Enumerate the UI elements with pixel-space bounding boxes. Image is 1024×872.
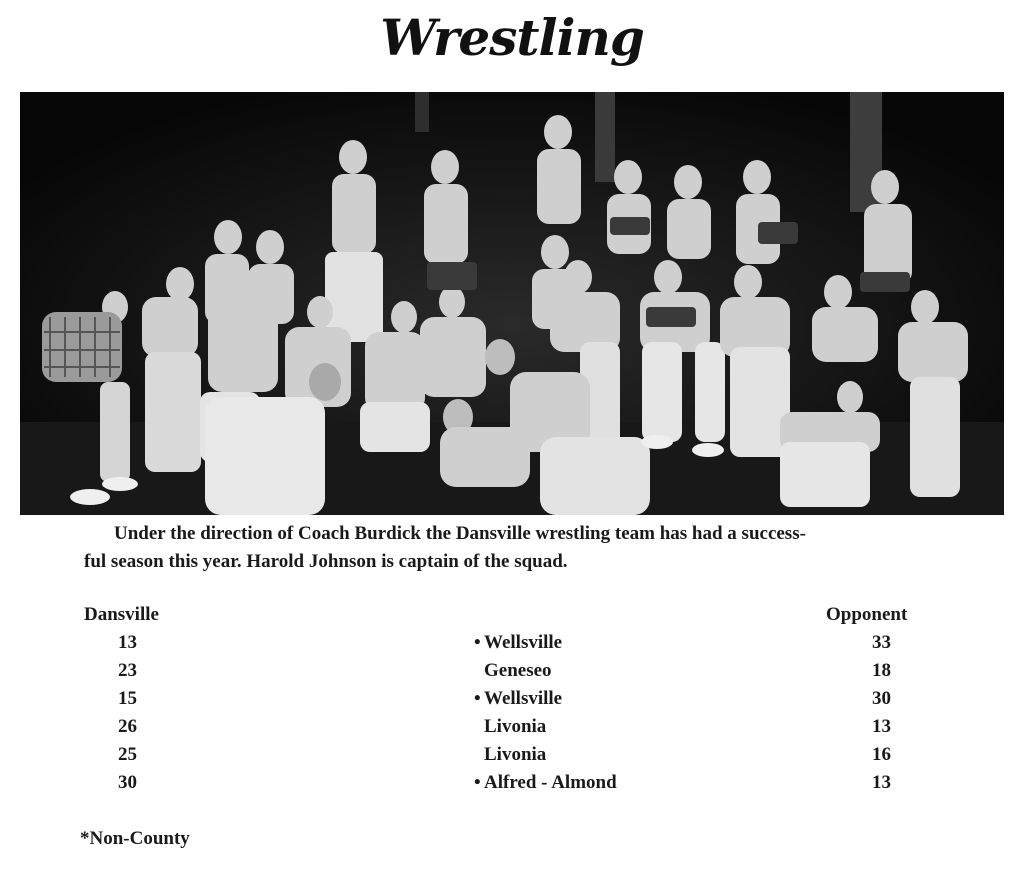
team-photo (20, 92, 1004, 515)
table-row (0, 744, 1024, 772)
caption-paragraph (84, 520, 964, 576)
caption-line-2: ful season this year. Harold Johnson is captain of the squad. (84, 551, 568, 572)
table-row (0, 632, 1024, 660)
table-row (0, 688, 1024, 716)
dansville-score: 25 (118, 744, 137, 765)
table-row (0, 660, 1024, 688)
opponent-column-header: Opponent (826, 604, 908, 625)
dansville-score: 23 (118, 660, 137, 681)
dansville-score: 15 (118, 688, 137, 709)
footnote: *Non-County (80, 828, 190, 849)
opponent-score: 16 (872, 744, 891, 765)
opponent-score: 18 (872, 660, 891, 681)
opponent-name-text: Wellsville (484, 688, 563, 709)
opponent-name (474, 632, 562, 654)
results-table (0, 632, 1024, 800)
opponent-score: 13 (872, 716, 891, 737)
opponent-score: 30 (872, 688, 891, 709)
table-row (0, 772, 1024, 800)
opponent-name (474, 744, 546, 766)
opponent-name (474, 772, 617, 794)
opponent-name-text: Livonia (484, 716, 547, 737)
opponent-name-text: Geneseo (484, 660, 552, 681)
opponent-name-text: Alfred - Almond (484, 772, 617, 793)
caption-line-1-text: Under the direction of Coach Burdick the Dansville wrestling team has had a success- (114, 523, 806, 544)
table-row (0, 716, 1024, 744)
opponent-score: 13 (872, 772, 891, 793)
team-photo-illustration (20, 92, 1004, 515)
opponent-name (474, 660, 552, 682)
dansville-score: 30 (118, 772, 137, 793)
page-title: Wrestling (380, 8, 644, 67)
non-county-marker: • (474, 632, 481, 653)
opponent-name-text: Wellsville (484, 632, 563, 653)
opponent-score: 33 (872, 632, 891, 653)
non-county-marker: • (474, 688, 481, 709)
caption-line-1 (84, 520, 964, 548)
dansville-score: 26 (118, 716, 137, 737)
dansville-score: 13 (118, 632, 137, 653)
non-county-marker: • (474, 772, 481, 793)
opponent-name-text: Livonia (484, 744, 547, 765)
dansville-column-header: Dansville (84, 604, 159, 625)
opponent-name (474, 716, 546, 738)
opponent-name (474, 688, 562, 710)
